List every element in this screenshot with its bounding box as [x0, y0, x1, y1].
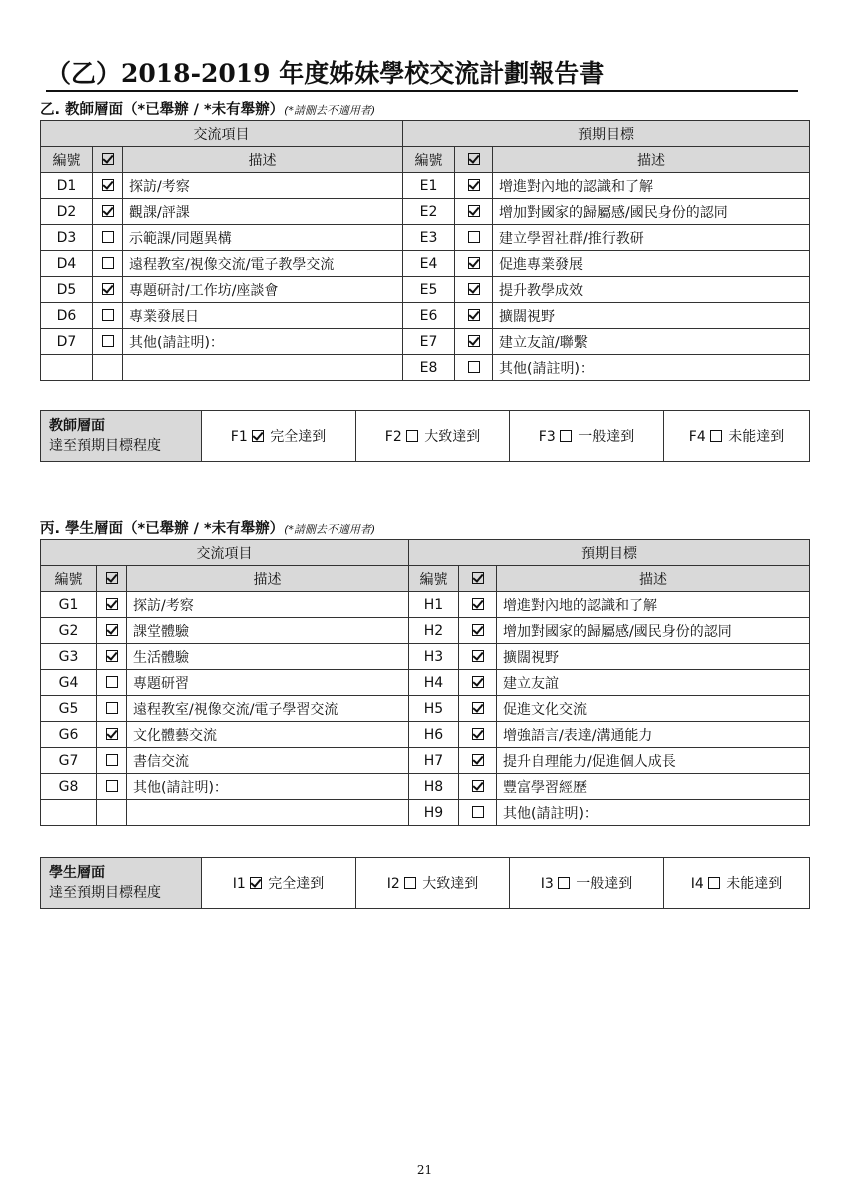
teacher-rating-label-title: 教師層面 [49, 418, 105, 434]
student-rating-label [41, 858, 202, 909]
rating-option-f1[interactable] [202, 411, 356, 462]
goal-description: 增加對國家的歸屬感/國民身份的認同 [493, 199, 810, 225]
goal-description: 擴闊視野 [497, 644, 810, 670]
rating-text: 大致達到 [424, 429, 481, 445]
student-rating-label-title: 學生層面 [49, 865, 105, 881]
goal-code: H7 [409, 748, 459, 774]
student-col-check-right [459, 566, 497, 592]
item-code: G1 [41, 592, 97, 618]
checkbox-icon [102, 205, 114, 217]
goal-description: 增加對國家的歸屬感/國民身份的認同 [497, 618, 810, 644]
checkbox-header-icon [472, 572, 484, 584]
page-number: 21 [416, 1163, 433, 1177]
item-description: 書信交流 [127, 748, 409, 774]
checkbox-icon [468, 361, 480, 373]
rating-text: 未能達到 [726, 876, 783, 892]
goal-description: 促進文化交流 [497, 696, 810, 722]
item-checkbox[interactable] [97, 644, 127, 670]
item-code: G5 [41, 696, 97, 722]
item-code: G4 [41, 670, 97, 696]
checkbox-icon [468, 257, 480, 269]
goal-code: E5 [403, 277, 455, 303]
item-code: G6 [41, 722, 97, 748]
rating-text: 一般達到 [576, 876, 633, 892]
goal-code: H4 [409, 670, 459, 696]
checkbox-icon [102, 179, 114, 191]
goal-description: 提升教學成效 [493, 277, 810, 303]
goal-code: H2 [409, 618, 459, 644]
teacher-plan-table [40, 120, 810, 381]
checkbox-icon [468, 179, 480, 191]
item-checkbox-empty [97, 800, 127, 826]
table-row [41, 355, 810, 381]
goal-checkbox[interactable] [455, 355, 493, 381]
item-checkbox[interactable] [93, 277, 123, 303]
goal-description: 增進對內地的認識和了解 [497, 592, 810, 618]
student-heading-note: (*請刪去不適用者) [284, 523, 376, 536]
goal-checkbox[interactable] [459, 696, 497, 722]
item-checkbox[interactable] [97, 748, 127, 774]
item-checkbox[interactable] [97, 670, 127, 696]
checkbox-icon [708, 877, 720, 889]
goal-code: E6 [403, 303, 455, 329]
checkbox-header-icon [102, 153, 114, 165]
checkbox-header-icon [468, 153, 480, 165]
rating-code: I4 [690, 876, 704, 892]
item-checkbox[interactable] [93, 303, 123, 329]
goal-description: 擴闊視野 [493, 303, 810, 329]
goal-checkbox[interactable] [459, 722, 497, 748]
rating-code: I2 [386, 876, 400, 892]
goal-checkbox[interactable] [455, 303, 493, 329]
table-row [41, 644, 810, 670]
goal-checkbox[interactable] [455, 199, 493, 225]
rating-code: I3 [540, 876, 554, 892]
table-row [41, 277, 810, 303]
checkbox-icon [468, 231, 480, 243]
goal-checkbox[interactable] [459, 618, 497, 644]
item-description: 示範課/同題異構 [123, 225, 403, 251]
student-col-code-left: 編號 [41, 566, 97, 592]
item-description: 遠程教室/視像交流/電子學習交流 [127, 696, 409, 722]
item-code: D7 [41, 329, 93, 355]
rating-option-i3[interactable] [510, 858, 664, 909]
rating-code: F4 [688, 429, 706, 445]
student-col-desc-right: 描述 [497, 566, 810, 592]
student-col-desc-left: 描述 [127, 566, 409, 592]
checkbox-icon [472, 598, 484, 610]
item-checkbox-empty [93, 355, 123, 381]
goal-checkbox[interactable] [455, 251, 493, 277]
goal-checkbox[interactable] [459, 748, 497, 774]
item-code [41, 800, 97, 826]
item-code: D3 [41, 225, 93, 251]
teacher-col-check-left [93, 147, 123, 173]
item-description: 觀課/評課 [123, 199, 403, 225]
table-row [41, 722, 810, 748]
goal-checkbox[interactable] [459, 774, 497, 800]
teacher-rating-label [41, 411, 202, 462]
rating-text: 未能達到 [728, 429, 785, 445]
checkbox-icon [472, 624, 484, 636]
rating-option-f2[interactable] [356, 411, 510, 462]
table-row [41, 329, 810, 355]
teacher-col-code-right: 編號 [403, 147, 455, 173]
goal-checkbox[interactable] [455, 277, 493, 303]
rating-text: 一般達到 [578, 429, 635, 445]
checkbox-icon [472, 780, 484, 792]
item-code: D2 [41, 199, 93, 225]
goal-description: 建立友誼 [497, 670, 810, 696]
checkbox-icon [472, 650, 484, 662]
goal-code: H1 [409, 592, 459, 618]
teacher-rating-label-sub: 達至預期目標程度 [49, 438, 161, 454]
checkbox-icon [468, 335, 480, 347]
item-checkbox[interactable] [97, 618, 127, 644]
goal-description: 其他(請註明)： [493, 355, 810, 381]
checkbox-icon [106, 702, 118, 714]
table-row [41, 670, 810, 696]
rating-option-f4[interactable] [664, 411, 810, 462]
teacher-heading-note: (*請刪去不適用者) [284, 104, 376, 117]
goal-checkbox[interactable] [459, 670, 497, 696]
item-code: D5 [41, 277, 93, 303]
teacher-section-heading [40, 98, 375, 119]
checkbox-icon [468, 205, 480, 217]
goal-checkbox[interactable] [455, 173, 493, 199]
item-checkbox[interactable] [97, 774, 127, 800]
checkbox-icon [250, 877, 262, 889]
item-description [123, 355, 403, 381]
item-description [127, 800, 409, 826]
item-checkbox[interactable] [93, 225, 123, 251]
item-description: 文化體藝交流 [127, 722, 409, 748]
checkbox-icon [404, 877, 416, 889]
goal-code: E7 [403, 329, 455, 355]
teacher-group-header-activities: 交流項目 [41, 121, 403, 147]
checkbox-icon [252, 430, 264, 442]
item-description: 其他(請註明)： [127, 774, 409, 800]
checkbox-icon [106, 598, 118, 610]
goal-code: E8 [403, 355, 455, 381]
goal-checkbox[interactable] [459, 592, 497, 618]
teacher-col-desc-right: 描述 [493, 147, 810, 173]
teacher-rating-table [40, 410, 810, 462]
student-heading-text: 丙. 學生層面（*已舉辦 / *未有舉辦） [40, 521, 285, 537]
item-description: 生活體驗 [127, 644, 409, 670]
student-col-code-right: 編號 [409, 566, 459, 592]
student-plan-table [40, 539, 810, 826]
item-description: 遠程教室/視像交流/電子教學交流 [123, 251, 403, 277]
checkbox-icon [102, 283, 114, 295]
checkbox-icon [106, 728, 118, 740]
rating-text: 完全達到 [270, 429, 327, 445]
checkbox-icon [106, 650, 118, 662]
checkbox-icon [472, 806, 484, 818]
goal-code: E1 [403, 173, 455, 199]
item-checkbox[interactable] [97, 696, 127, 722]
checkbox-icon [468, 309, 480, 321]
item-checkbox[interactable] [93, 199, 123, 225]
item-checkbox[interactable] [97, 592, 127, 618]
teacher-group-header-goals: 預期目標 [403, 121, 810, 147]
rating-code: F3 [538, 429, 556, 445]
item-description: 其他(請註明)： [123, 329, 403, 355]
goal-checkbox[interactable] [459, 644, 497, 670]
table-row [41, 303, 810, 329]
teacher-col-desc-left: 描述 [123, 147, 403, 173]
student-section-heading [40, 517, 375, 538]
checkbox-icon [558, 877, 570, 889]
item-code [41, 355, 93, 381]
item-code: G8 [41, 774, 97, 800]
table-row [41, 199, 810, 225]
item-checkbox[interactable] [97, 722, 127, 748]
goal-description: 豐富學習經歷 [497, 774, 810, 800]
checkbox-header-icon [106, 572, 118, 584]
item-code: D4 [41, 251, 93, 277]
checkbox-icon [468, 283, 480, 295]
goal-code: H3 [409, 644, 459, 670]
goal-description: 促進專業發展 [493, 251, 810, 277]
item-description: 探訪/考察 [127, 592, 409, 618]
checkbox-icon [472, 754, 484, 766]
item-code: D1 [41, 173, 93, 199]
rating-text: 完全達到 [268, 876, 325, 892]
rating-code: I1 [232, 876, 246, 892]
goal-description: 增強語言/表達/溝通能力 [497, 722, 810, 748]
checkbox-icon [102, 257, 114, 269]
checkbox-icon [472, 676, 484, 688]
item-code: G2 [41, 618, 97, 644]
table-row [41, 618, 810, 644]
rating-option-i2[interactable] [356, 858, 510, 909]
goal-description: 建立友誼/聯繫 [493, 329, 810, 355]
table-row [41, 592, 810, 618]
checkbox-icon [106, 754, 118, 766]
checkbox-icon [102, 335, 114, 347]
student-rating-table [40, 857, 810, 909]
goal-description: 建立學習社群/推行教研 [493, 225, 810, 251]
teacher-col-check-right [455, 147, 493, 173]
rating-option-f3[interactable] [510, 411, 664, 462]
checkbox-icon [106, 780, 118, 792]
goal-checkbox[interactable] [459, 800, 497, 826]
item-description: 探訪/考察 [123, 173, 403, 199]
checkbox-icon [102, 309, 114, 321]
checkbox-icon [102, 231, 114, 243]
item-checkbox[interactable] [93, 329, 123, 355]
goal-checkbox[interactable] [455, 329, 493, 355]
table-row [41, 225, 810, 251]
table-row [41, 800, 810, 826]
table-row [41, 696, 810, 722]
goal-code: E3 [403, 225, 455, 251]
item-checkbox[interactable] [93, 173, 123, 199]
item-description: 專業發展日 [123, 303, 403, 329]
student-group-header-goals: 預期目標 [409, 540, 810, 566]
rating-code: F1 [230, 429, 248, 445]
table-row [41, 748, 810, 774]
goal-code: H5 [409, 696, 459, 722]
report-title: （乙）2018-2019 年度姊妹學校交流計劃報告書 [46, 58, 798, 92]
rating-option-i4[interactable] [664, 858, 810, 909]
table-row [41, 251, 810, 277]
item-description: 專題研習 [127, 670, 409, 696]
checkbox-icon [472, 728, 484, 740]
student-rating-label-sub: 達至預期目標程度 [49, 885, 161, 901]
goal-code: E4 [403, 251, 455, 277]
item-code: G3 [41, 644, 97, 670]
student-group-header-activities: 交流項目 [41, 540, 409, 566]
rating-option-i1[interactable] [202, 858, 356, 909]
goal-code: H9 [409, 800, 459, 826]
rating-text: 大致達到 [422, 876, 479, 892]
teacher-col-code-left: 編號 [41, 147, 93, 173]
goal-checkbox[interactable] [455, 225, 493, 251]
checkbox-icon [710, 430, 722, 442]
student-col-check-left [97, 566, 127, 592]
goal-code: E2 [403, 199, 455, 225]
checkbox-icon [406, 430, 418, 442]
item-code: G7 [41, 748, 97, 774]
goal-description: 增進對內地的認識和了解 [493, 173, 810, 199]
rating-code: F2 [384, 429, 402, 445]
table-row [41, 774, 810, 800]
goal-description: 提升自理能力/促進個人成長 [497, 748, 810, 774]
goal-description: 其他(請註明)： [497, 800, 810, 826]
checkbox-icon [472, 702, 484, 714]
goal-code: H6 [409, 722, 459, 748]
checkbox-icon [106, 676, 118, 688]
goal-code: H8 [409, 774, 459, 800]
item-code: D6 [41, 303, 93, 329]
item-description: 課堂體驗 [127, 618, 409, 644]
table-row [41, 173, 810, 199]
checkbox-icon [560, 430, 572, 442]
checkbox-icon [106, 624, 118, 636]
item-description: 專題研討/工作坊/座談會 [123, 277, 403, 303]
item-checkbox[interactable] [93, 251, 123, 277]
teacher-heading-text: 乙. 教師層面（*已舉辦 / *未有舉辦） [40, 102, 285, 118]
